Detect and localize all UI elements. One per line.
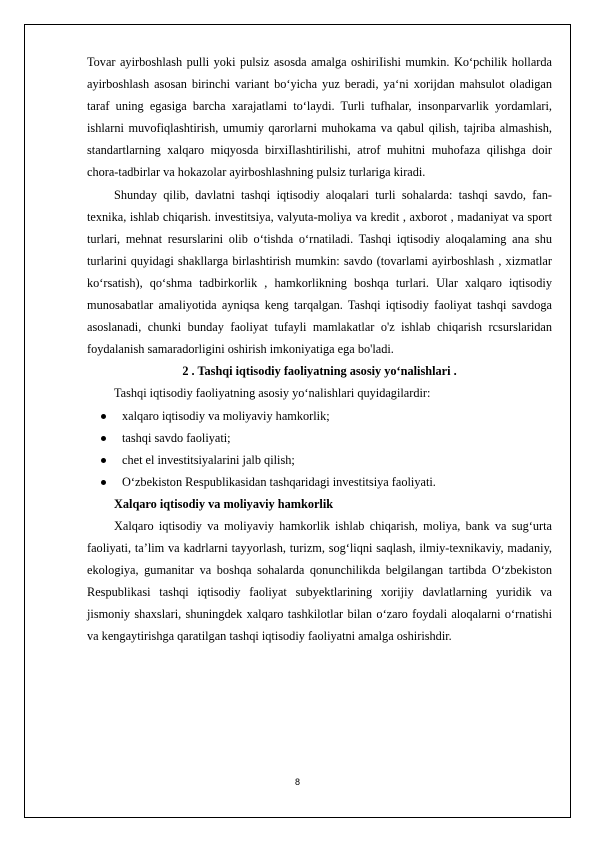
bullet-icon: [101, 436, 106, 441]
directions-list: [87, 405, 552, 493]
paragraph-cooperation: Xalqaro iqtisodiy va moliyaviy hamkorlik ishlab chiqarish, moliya, bank va sug‘urta faoliyati, ta’lim va kadrlarni tayyorlash, turizm, sog‘liqni saqlash, ilmiy-texnikaviy, madaniy, ekologiya, gumanitar va boshqa sohalarda qonunchilikda belgilangan tartibda O‘zbekiston Respublikasi tashqi iqtisodiy faoliyat subyektlarining xorijiy davlatlarning yuridik va jismoniy shaxslari, shuningdek xalqaro tashkilotlar bilan o‘zaro foydali aloqalarni o‘rnatishi va kengaytirishga qaratilgan tashqi iqtisodiy faoliyatni amalga oshirishdir.: [87, 518, 552, 644]
list-item: chet el investitsiyalarini jalb qilish;: [87, 449, 552, 471]
paragraph-external-relations: Shunday qilib, davlatni tashqi iqtisodiy aloqalari turli sohalarda: tashqi savdo, fan-texnika, ishlab chiqarish. investitsiya, valyuta-moliya va kredit , axborot , madaniyat va sport turlari, mehnat resurslarini olib o‘tishda o‘rnatiladi. Tashqi iqtisodiy aloqalaming ana shu turlarini quyidagi shakllarga birlashtirish mumkin: savdo (tovarlami ayirboshlash , xizmatlar ko‘rsatish), qo‘shma tadbirkorlik , hamkorlikning boshqa turlari. Ular xalqaro iqtisodiy munosabatlar amaliyotida ayniqsa keng tarqalgan. Tashqi iqtisodiy faoliyat tashqi savdoga asoslanadi, chunki bunday faoliyat tufayli mamlakatlar o'z ishlab chiqarish rcsurslaridan foydalanish samaradorligini oshirish imkoniyatiga ega bo'ladi.: [87, 187, 552, 357]
page-number: 8: [294, 777, 300, 787]
paragraph-barter: Tovar ayirboshlash pulli yoki pulsiz asosda amalga oshiriIishi mumkin. Ko‘pchilik hollarda ayirboshlash asosan birinchi variant bo‘yicha yuz beradi, ya‘ni xorijdan mahsulot oladigan taraf uning egasiga barcha xarajatlami to‘laydi. Turli tufhalar, insonparvarlik yordamlari, ishlarni muvofiqlashtirish, umumiy qarorlarni muhokama va qabul qilish, tajriba almashish, standartlarning xalqaro miqyosda birxiIlashtirilishi, atrof muhitni muhofaza qilishga doir chora-tadbirlar va hokazolar ayirboshlashning pulsiz turlariga kiradi.: [87, 55, 552, 180]
bullet-icon: [101, 458, 106, 463]
list-item: tashqi savdo faoliyati;: [87, 427, 552, 449]
section-title: 2 . Tashqi iqtisodiy faoliyatning asosiy yo‘nalishlari .: [182, 364, 457, 379]
list-intro: Tashqi iqtisodiy faoliyatning asosiy yo‘nalishlari quyidagilardir:: [114, 386, 431, 401]
list-item: O‘zbekiston Respublikasidan tashqaridagi investitsiya faoliyati.: [87, 471, 552, 493]
document-body: [87, 51, 552, 648]
bullet-icon: [101, 480, 106, 485]
bullet-icon: [101, 414, 106, 419]
list-item: xalqaro iqtisodiy va moliyaviy hamkorlik;: [87, 405, 552, 427]
subsection-heading: Xalqaro iqtisodiy va moliyaviy hamkorlik: [114, 496, 334, 511]
